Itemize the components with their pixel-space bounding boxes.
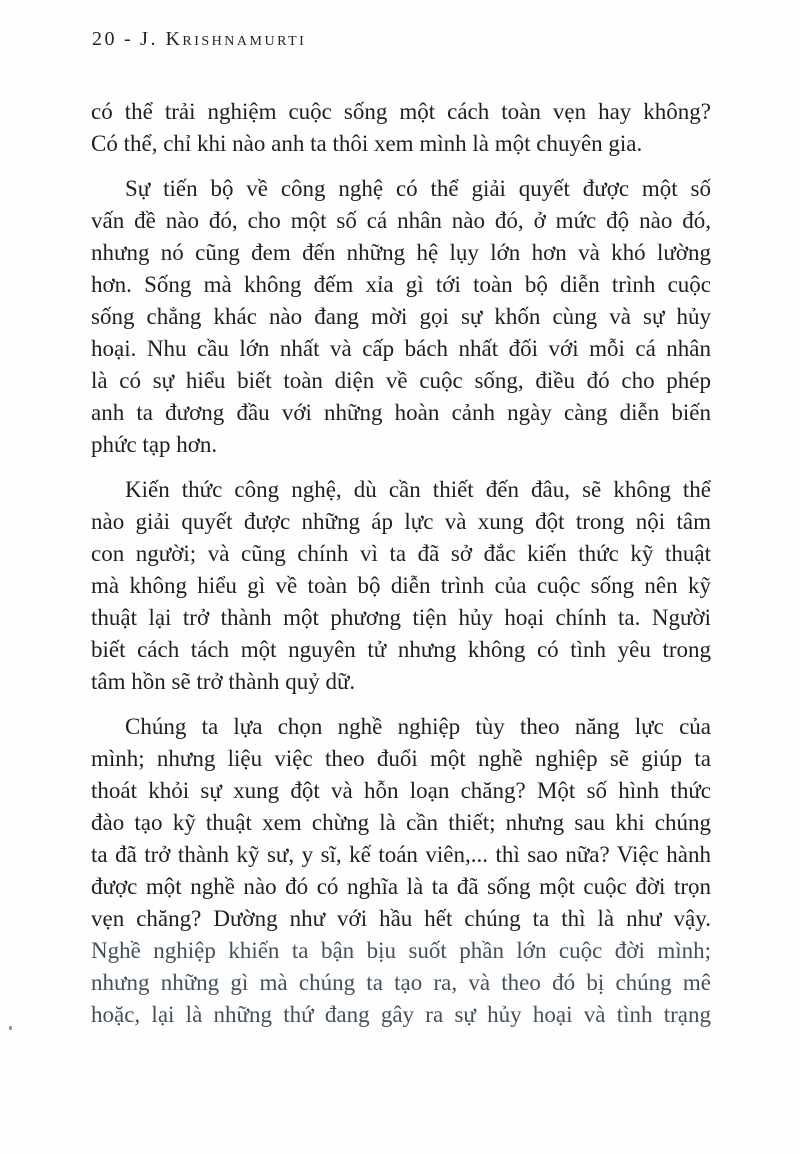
header-separator: -	[124, 28, 134, 50]
text-line: con người; và cũng chính vì ta đã sở đắc kiến thức kỹ thuật	[91, 541, 711, 566]
text-line: Có thể, chỉ khi nào anh ta thôi xem mình là một chuyên gia.	[91, 131, 643, 156]
text-line: nào giải quyết được những áp lực và xung đột trong nội tâm	[91, 509, 711, 534]
page-number: 20	[92, 28, 117, 50]
text-line: ta đã trở thành kỹ sư, y sĩ, kế toán viên,... thì sao nữa? Việc hành	[91, 842, 711, 867]
paragraph	[91, 96, 711, 160]
text-line: mình; nhưng liệu việc theo đuổi một nghề nghiệp sẽ giúp ta	[91, 746, 711, 771]
paragraph	[91, 474, 711, 698]
text-line: nhưng những gì mà chúng ta tạo ra, và theo đó bị chúng mê	[91, 970, 711, 995]
text-line: đào tạo kỹ thuật xem chừng là cần thiết; nhưng sau khi chúng	[91, 810, 711, 835]
text-line: thuật lại trở thành một phương tiện hủy hoại chính ta. Người	[91, 605, 711, 630]
text-line: là có sự hiểu biết toàn diện về cuộc sống, điều đó cho phép	[91, 368, 711, 393]
text-line: được một nghề nào đó có nghĩa là ta đã sống một cuộc đời trọn	[91, 874, 711, 899]
text-line: biết cách tách một nguyên tử nhưng không có tình yêu trong	[91, 637, 711, 662]
scan-speck	[9, 1026, 12, 1030]
body-text	[91, 96, 711, 1044]
paragraph	[91, 173, 711, 461]
text-line: Chúng ta lựa chọn nghề nghiệp tùy theo năng lực của	[125, 714, 711, 739]
text-line: nhưng nó cũng đem đến những hệ lụy lớn hơn và khó lường	[91, 240, 711, 265]
text-line: hoại. Nhu cầu lớn nhất và cấp bách nhất đối với mỗi cá nhân	[91, 336, 711, 361]
text-line: anh ta đương đầu với những hoàn cảnh ngày càng diễn biến	[91, 400, 711, 425]
text-line: hoặc, lại là những thứ đang gây ra sự hủy hoại và tình trạng	[91, 1002, 711, 1027]
text-line: Nghề nghiệp khiến ta bận bịu suốt phần lớn cuộc đời mình;	[91, 938, 711, 963]
text-line: tâm hồn sẽ trở thành quỷ dữ.	[91, 669, 356, 694]
text-line: sống chẳng khác nào đang mời gọi sự khốn cùng và sự hủy	[91, 304, 711, 329]
text-line: có thể trải nghiệm cuộc sống một cách toàn vẹn hay không?	[91, 99, 711, 124]
text-line: Sự tiến bộ về công nghệ có thể giải quyết được một số	[125, 176, 711, 201]
text-line: Kiến thức công nghệ, dù cần thiết đến đâu, sẽ không thể	[125, 477, 711, 502]
text-line: mà không hiểu gì về toàn bộ diễn trình của cuộc sống nên kỹ	[91, 573, 711, 598]
text-line: hơn. Sống mà không đếm xỉa gì tới toàn bộ diễn trình cuộc	[91, 272, 711, 297]
text-line: vấn đề nào đó, cho một số cá nhân nào đó, ở mức độ nào đó,	[91, 208, 711, 233]
paragraph	[91, 711, 711, 1031]
text-line: vẹn chăng? Dường như với hầu hết chúng ta thì là như vậy.	[91, 906, 711, 931]
author-name: J. Krishnamurti	[140, 28, 307, 50]
text-line: phức tạp hơn.	[91, 432, 218, 457]
text-line: thoát khỏi sự xung đột và hỗn loạn chăng? Một số hình thức	[91, 778, 711, 803]
running-header	[92, 28, 306, 51]
